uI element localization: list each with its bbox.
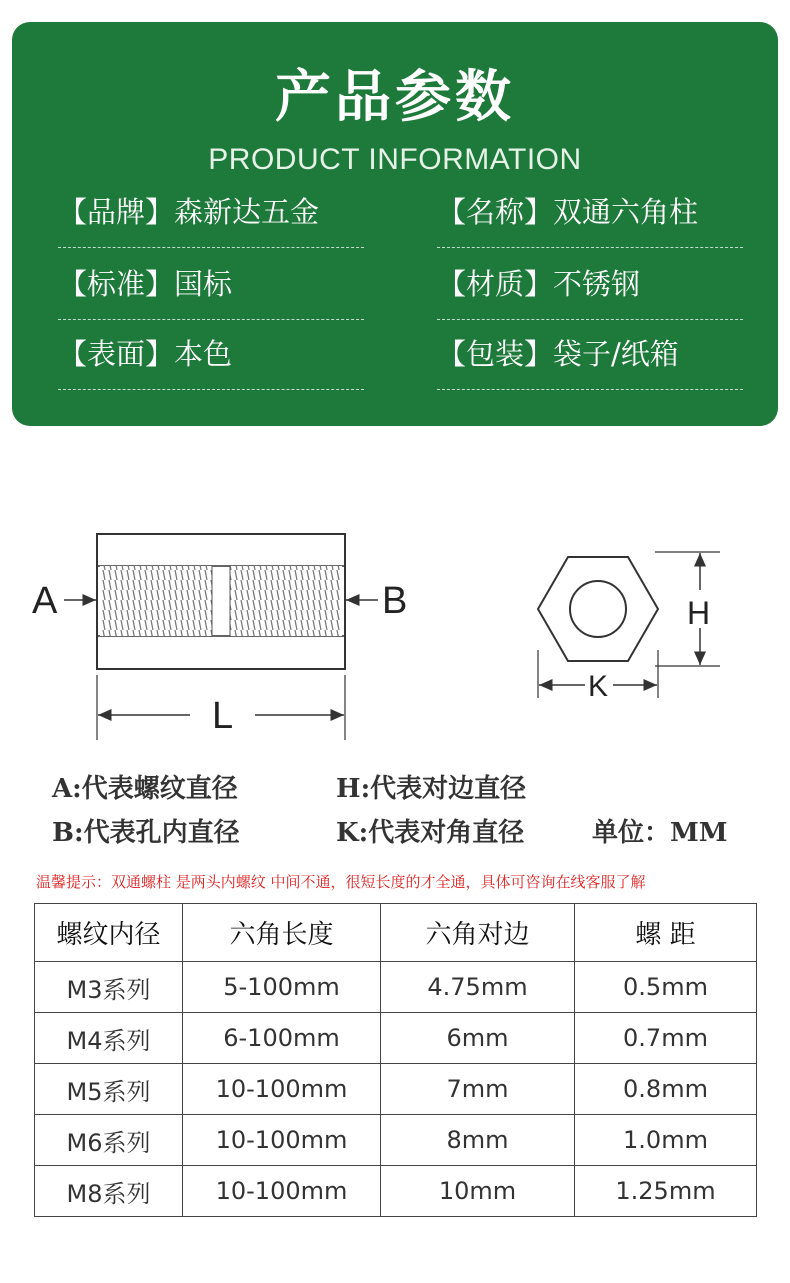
label-l: L xyxy=(212,695,234,737)
cell-across-flats: 4.75mm xyxy=(381,962,575,1013)
spec-value: 国标 xyxy=(174,267,233,301)
cell-series: M8系列 xyxy=(35,1166,183,1217)
cell-length: 10-100mm xyxy=(183,1064,381,1115)
spec-packaging xyxy=(437,334,743,390)
cell-length: 10-100mm xyxy=(183,1166,381,1217)
dimension-diagram xyxy=(0,520,790,760)
cell-series: M6系列 xyxy=(35,1115,183,1166)
cell-length: 5-100mm xyxy=(183,962,381,1013)
table-header-row xyxy=(35,904,757,962)
standoff-side-view xyxy=(97,534,345,669)
spec-value: 双通六角柱 xyxy=(553,195,699,229)
table-row xyxy=(35,962,757,1013)
spec-value: 不锈钢 xyxy=(553,267,641,301)
cell-across-flats: 6mm xyxy=(381,1013,575,1064)
header-thread-inner-diameter: 螺纹内径 xyxy=(35,904,183,962)
label-k: K xyxy=(588,670,609,703)
cell-across-flats: 7mm xyxy=(381,1064,575,1115)
spec-surface xyxy=(58,334,364,390)
cell-pitch: 0.5mm xyxy=(575,962,757,1013)
spec-name xyxy=(437,192,743,248)
table-row xyxy=(35,1166,757,1217)
legend-k: K:代表对角直径 xyxy=(336,818,525,848)
cell-pitch: 1.0mm xyxy=(575,1115,757,1166)
header-hex-length: 六角长度 xyxy=(183,904,381,962)
legend-b: B:代表孔内直径 xyxy=(52,818,240,848)
diagram-svg xyxy=(0,520,790,760)
cell-series: M3系列 xyxy=(35,962,183,1013)
hex-end-view xyxy=(538,557,658,661)
cell-pitch: 0.8mm xyxy=(575,1064,757,1115)
cell-pitch: 1.25mm xyxy=(575,1166,757,1217)
spec-label: 【材质】 xyxy=(437,267,554,301)
spec-label: 【包装】 xyxy=(437,337,554,371)
spec-label: 【标准】 xyxy=(58,267,175,301)
spec-value: 袋子/纸箱 xyxy=(553,337,679,371)
table-row xyxy=(35,1115,757,1166)
panel-title: 产品参数 xyxy=(275,65,515,130)
cell-across-flats: 8mm xyxy=(381,1115,575,1166)
label-a: A xyxy=(32,580,58,622)
size-spec-table xyxy=(34,903,757,1217)
spec-label: 【名称】 xyxy=(437,195,554,229)
table-row xyxy=(35,1013,757,1064)
cell-length: 6-100mm xyxy=(183,1013,381,1064)
spec-value: 森新达五金 xyxy=(174,195,320,229)
spec-standard xyxy=(58,264,364,320)
cell-pitch: 0.7mm xyxy=(575,1013,757,1064)
spec-value: 本色 xyxy=(174,337,233,371)
cell-series: M4系列 xyxy=(35,1013,183,1064)
spec-brand xyxy=(58,192,364,248)
label-b: B xyxy=(382,580,408,622)
spec-label: 【品牌】 xyxy=(58,195,175,229)
label-h: H xyxy=(687,595,711,631)
header-thread-pitch: 螺 距 xyxy=(575,904,757,962)
product-parameters-panel xyxy=(12,22,778,426)
legend-unit: 单位：MM xyxy=(592,818,728,848)
legend-a: A:代表螺纹直径 xyxy=(52,774,238,804)
header-hex-across-flats: 六角对边 xyxy=(381,904,575,962)
table-row xyxy=(35,1064,757,1115)
spec-label: 【表面】 xyxy=(58,337,175,371)
warm-tip-note: 温馨提示：双通螺柱 是两头内螺纹 中间不通，很短长度的才全通，具体可咨询在线客服了解 xyxy=(36,873,646,891)
spec-material xyxy=(437,264,743,320)
cell-series: M5系列 xyxy=(35,1064,183,1115)
legend-h: H:代表对边直径 xyxy=(336,774,527,804)
cell-length: 10-100mm xyxy=(183,1115,381,1166)
panel-subtitle: PRODUCT INFORMATION xyxy=(208,143,582,176)
cell-across-flats: 10mm xyxy=(381,1166,575,1217)
